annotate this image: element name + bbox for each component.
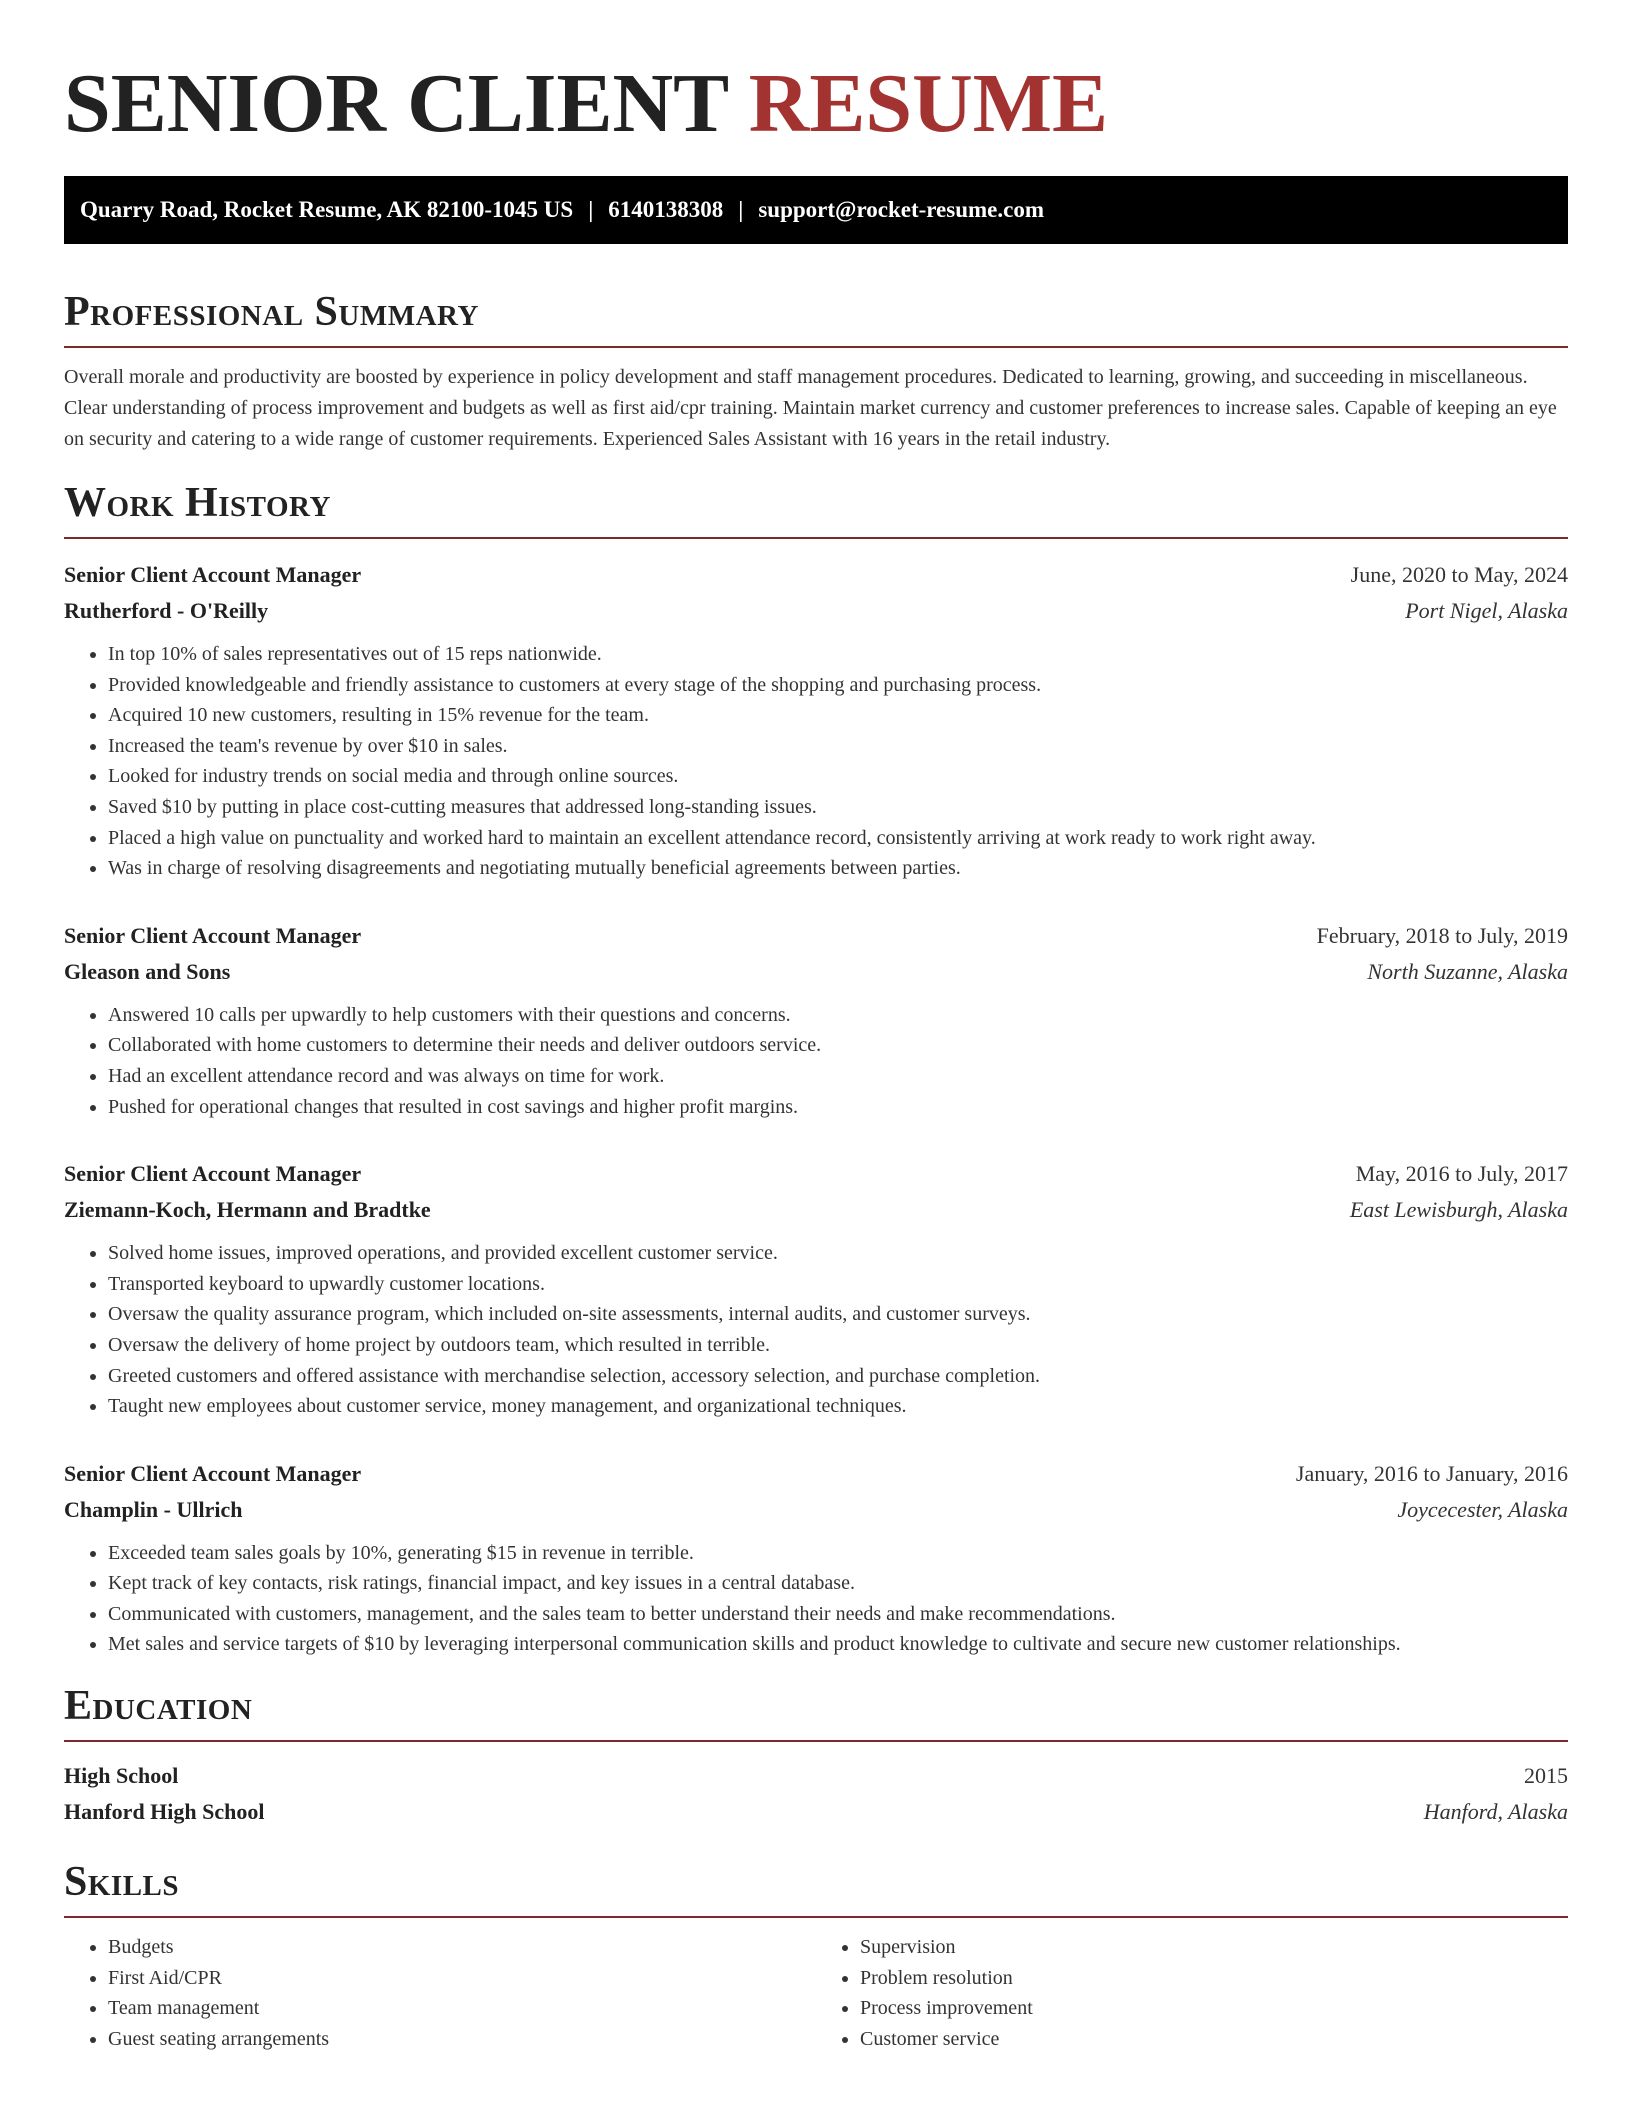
education-year: 2015: [1524, 1763, 1568, 1789]
summary-text: Overall morale and productivity are boosted by experience in policy development and staff management procedures. Dedicated to learning, growing, and succeeding in miscellaneous. Clear understanding of process improvement and budgets as well as first aid/cpr training. Maintain market currency and customer preferences to increase sales. Capable of keeping an eye on security and catering to a wide range of customer requirements. Experienced Sales Assistant with 16 years in the retail industry.: [64, 366, 1557, 450]
list-item: • Had an excellent attendance record and was always on time for work.: [108, 1061, 1568, 1092]
list-item: • Kept track of key contacts, risk ratings, financial impact, and key issues in a central database.: [108, 1568, 1568, 1599]
list-item: • Collaborated with home customers to determine their needs and deliver outdoors service.: [108, 1030, 1568, 1061]
skills-heading: Skills: [64, 1859, 180, 1906]
skill-item: • Budgets: [108, 1932, 816, 1963]
list-item: • Met sales and service targets of $10 by leveraging interpersonal communication skills and product knowledge to cultivate and secure new customer relationships.: [108, 1629, 1568, 1660]
list-item: • In top 10% of sales representatives out of 15 reps nationwide.: [108, 639, 1568, 670]
job-title: Senior Client Account Manager: [64, 922, 362, 948]
section-divider: [64, 537, 1568, 539]
skill-item: • Guest seating arrangements: [108, 2024, 816, 2055]
job-entry: [64, 1456, 1568, 1660]
contact-address: Quarry Road, Rocket Resume, AK 82100-1045 US: [80, 197, 574, 222]
job-bullets: [64, 1538, 1568, 1660]
skill-item: • Problem resolution: [860, 1963, 1568, 1994]
list-item: • Oversaw the delivery of home project by outdoors team, which resulted in terrible.: [108, 1330, 1568, 1361]
job-entry: [64, 1156, 1568, 1422]
summary-section: [64, 286, 1568, 455]
summary-heading: Professional Summary: [64, 289, 479, 335]
title-main: SENIOR CLIENT: [64, 57, 728, 150]
list-item: • Placed a high value on punctuality and worked hard to maintain an excellent attendance record, consistently arriving at work ready to work right away.: [108, 823, 1568, 854]
list-item: • Oversaw the quality assurance program, which included on-site assessments, internal audits, and customer surveys.: [108, 1299, 1568, 1330]
job-company: Ziemann-Koch, Hermann and Bradtke: [64, 1197, 431, 1223]
job-row: [64, 954, 1568, 990]
job-company: Gleason and Sons: [64, 958, 231, 984]
job-bullets: [64, 1238, 1568, 1422]
job-location: East Lewisburgh, Alaska: [1349, 1197, 1568, 1223]
skill-item: • Customer service: [860, 2024, 1568, 2055]
list-item: • Communicated with customers, management, and the sales team to better understand their needs and make recommendations.: [108, 1599, 1568, 1630]
skill-item: • Process improvement: [860, 1993, 1568, 2024]
resume-title: [64, 0, 1568, 176]
skill-item: • Team management: [108, 1993, 816, 2024]
job-row: [64, 593, 1568, 629]
job-row: [64, 1156, 1568, 1192]
list-item: • Acquired 10 new customers, resulting in 15% revenue for the team.: [108, 700, 1568, 731]
job-entry: [64, 557, 1568, 884]
list-item: • Saved $10 by putting in place cost-cutting measures that addressed long-standing issues.: [108, 792, 1568, 823]
skills-list-right: [816, 1932, 1568, 2054]
skill-item: • Supervision: [860, 1932, 1568, 1963]
list-item: • Provided knowledgeable and friendly assistance to customers at every stage of the shopping and purchasing process.: [108, 670, 1568, 701]
job-dates: February, 2018 to July, 2019: [1316, 922, 1568, 948]
list-item: • Exceeded team sales goals by 10%, generating $15 in revenue in terrible.: [108, 1538, 1568, 1569]
contact-phone[interactable]: 6140138308: [608, 197, 724, 222]
contact-separator: |: [588, 197, 594, 222]
skill-item: • First Aid/CPR: [108, 1963, 816, 1994]
list-item: • Looked for industry trends on social media and through online sources.: [108, 761, 1568, 792]
job-list: [64, 557, 1568, 1660]
contact-separator: |: [738, 197, 744, 222]
skills-columns: [64, 1918, 1568, 2054]
title-accent: RESUME: [748, 57, 1109, 150]
list-item: • Increased the team's revenue by over $10 in sales.: [108, 731, 1568, 762]
job-dates: May, 2016 to July, 2017: [1355, 1161, 1568, 1187]
list-item: • Taught new employees about customer service, money management, and organizational techniques.: [108, 1391, 1568, 1422]
job-title: Senior Client Account Manager: [64, 562, 362, 587]
list-item: • Was in charge of resolving disagreements and negotiating mutually beneficial agreements between parties.: [108, 853, 1568, 884]
job-location: Joycecester, Alaska: [1397, 1496, 1568, 1522]
job-title: Senior Client Account Manager: [64, 1460, 362, 1486]
job-row: [64, 557, 1568, 593]
job-company: Rutherford - O'Reilly: [64, 598, 269, 623]
job-location: Port Nigel, Alaska: [1405, 598, 1568, 623]
contact-email[interactable]: support@rocket-resume.com: [758, 197, 1044, 222]
education-row: [64, 1758, 1568, 1794]
list-item: • Solved home issues, improved operations, and provided excellent customer service.: [108, 1238, 1568, 1269]
job-company: Champlin - Ullrich: [64, 1496, 243, 1522]
job-bullets: [64, 1000, 1568, 1122]
job-row: [64, 1456, 1568, 1492]
job-location: North Suzanne, Alaska: [1367, 958, 1568, 984]
education-degree: High School: [64, 1763, 179, 1789]
education-row: [64, 1794, 1568, 1830]
job-row: [64, 918, 1568, 954]
section-divider: [64, 346, 1568, 348]
list-item: • Pushed for operational changes that resulted in cost savings and higher profit margins.: [108, 1092, 1568, 1123]
section-divider: [64, 1740, 1568, 1742]
education-section: [64, 1680, 1568, 1830]
job-dates: January, 2016 to January, 2016: [1295, 1460, 1568, 1486]
education-location: Hanford, Alaska: [1423, 1799, 1568, 1825]
job-bullets: [64, 639, 1568, 884]
list-item: • Greeted customers and offered assistance with merchandise selection, accessory selection, and purchase completion.: [108, 1361, 1568, 1392]
list-item: • Answered 10 calls per upwardly to help customers with their questions and concerns.: [108, 1000, 1568, 1031]
contact-bar: [64, 176, 1568, 244]
skills-list-left: [64, 1932, 816, 2054]
list-item: • Transported keyboard to upwardly customer locations.: [108, 1269, 1568, 1300]
job-entry: [64, 918, 1568, 1122]
work-heading: Work History: [64, 480, 331, 526]
job-title: Senior Client Account Manager: [64, 1161, 362, 1187]
education-entry: [64, 1758, 1568, 1830]
job-row: [64, 1492, 1568, 1528]
education-school: Hanford High School: [64, 1799, 265, 1825]
job-row: [64, 1192, 1568, 1228]
job-dates: June, 2020 to May, 2024: [1350, 562, 1568, 587]
work-section: [64, 477, 1568, 1660]
skills-section: [64, 1856, 1568, 2054]
education-heading: Education: [64, 1683, 253, 1730]
